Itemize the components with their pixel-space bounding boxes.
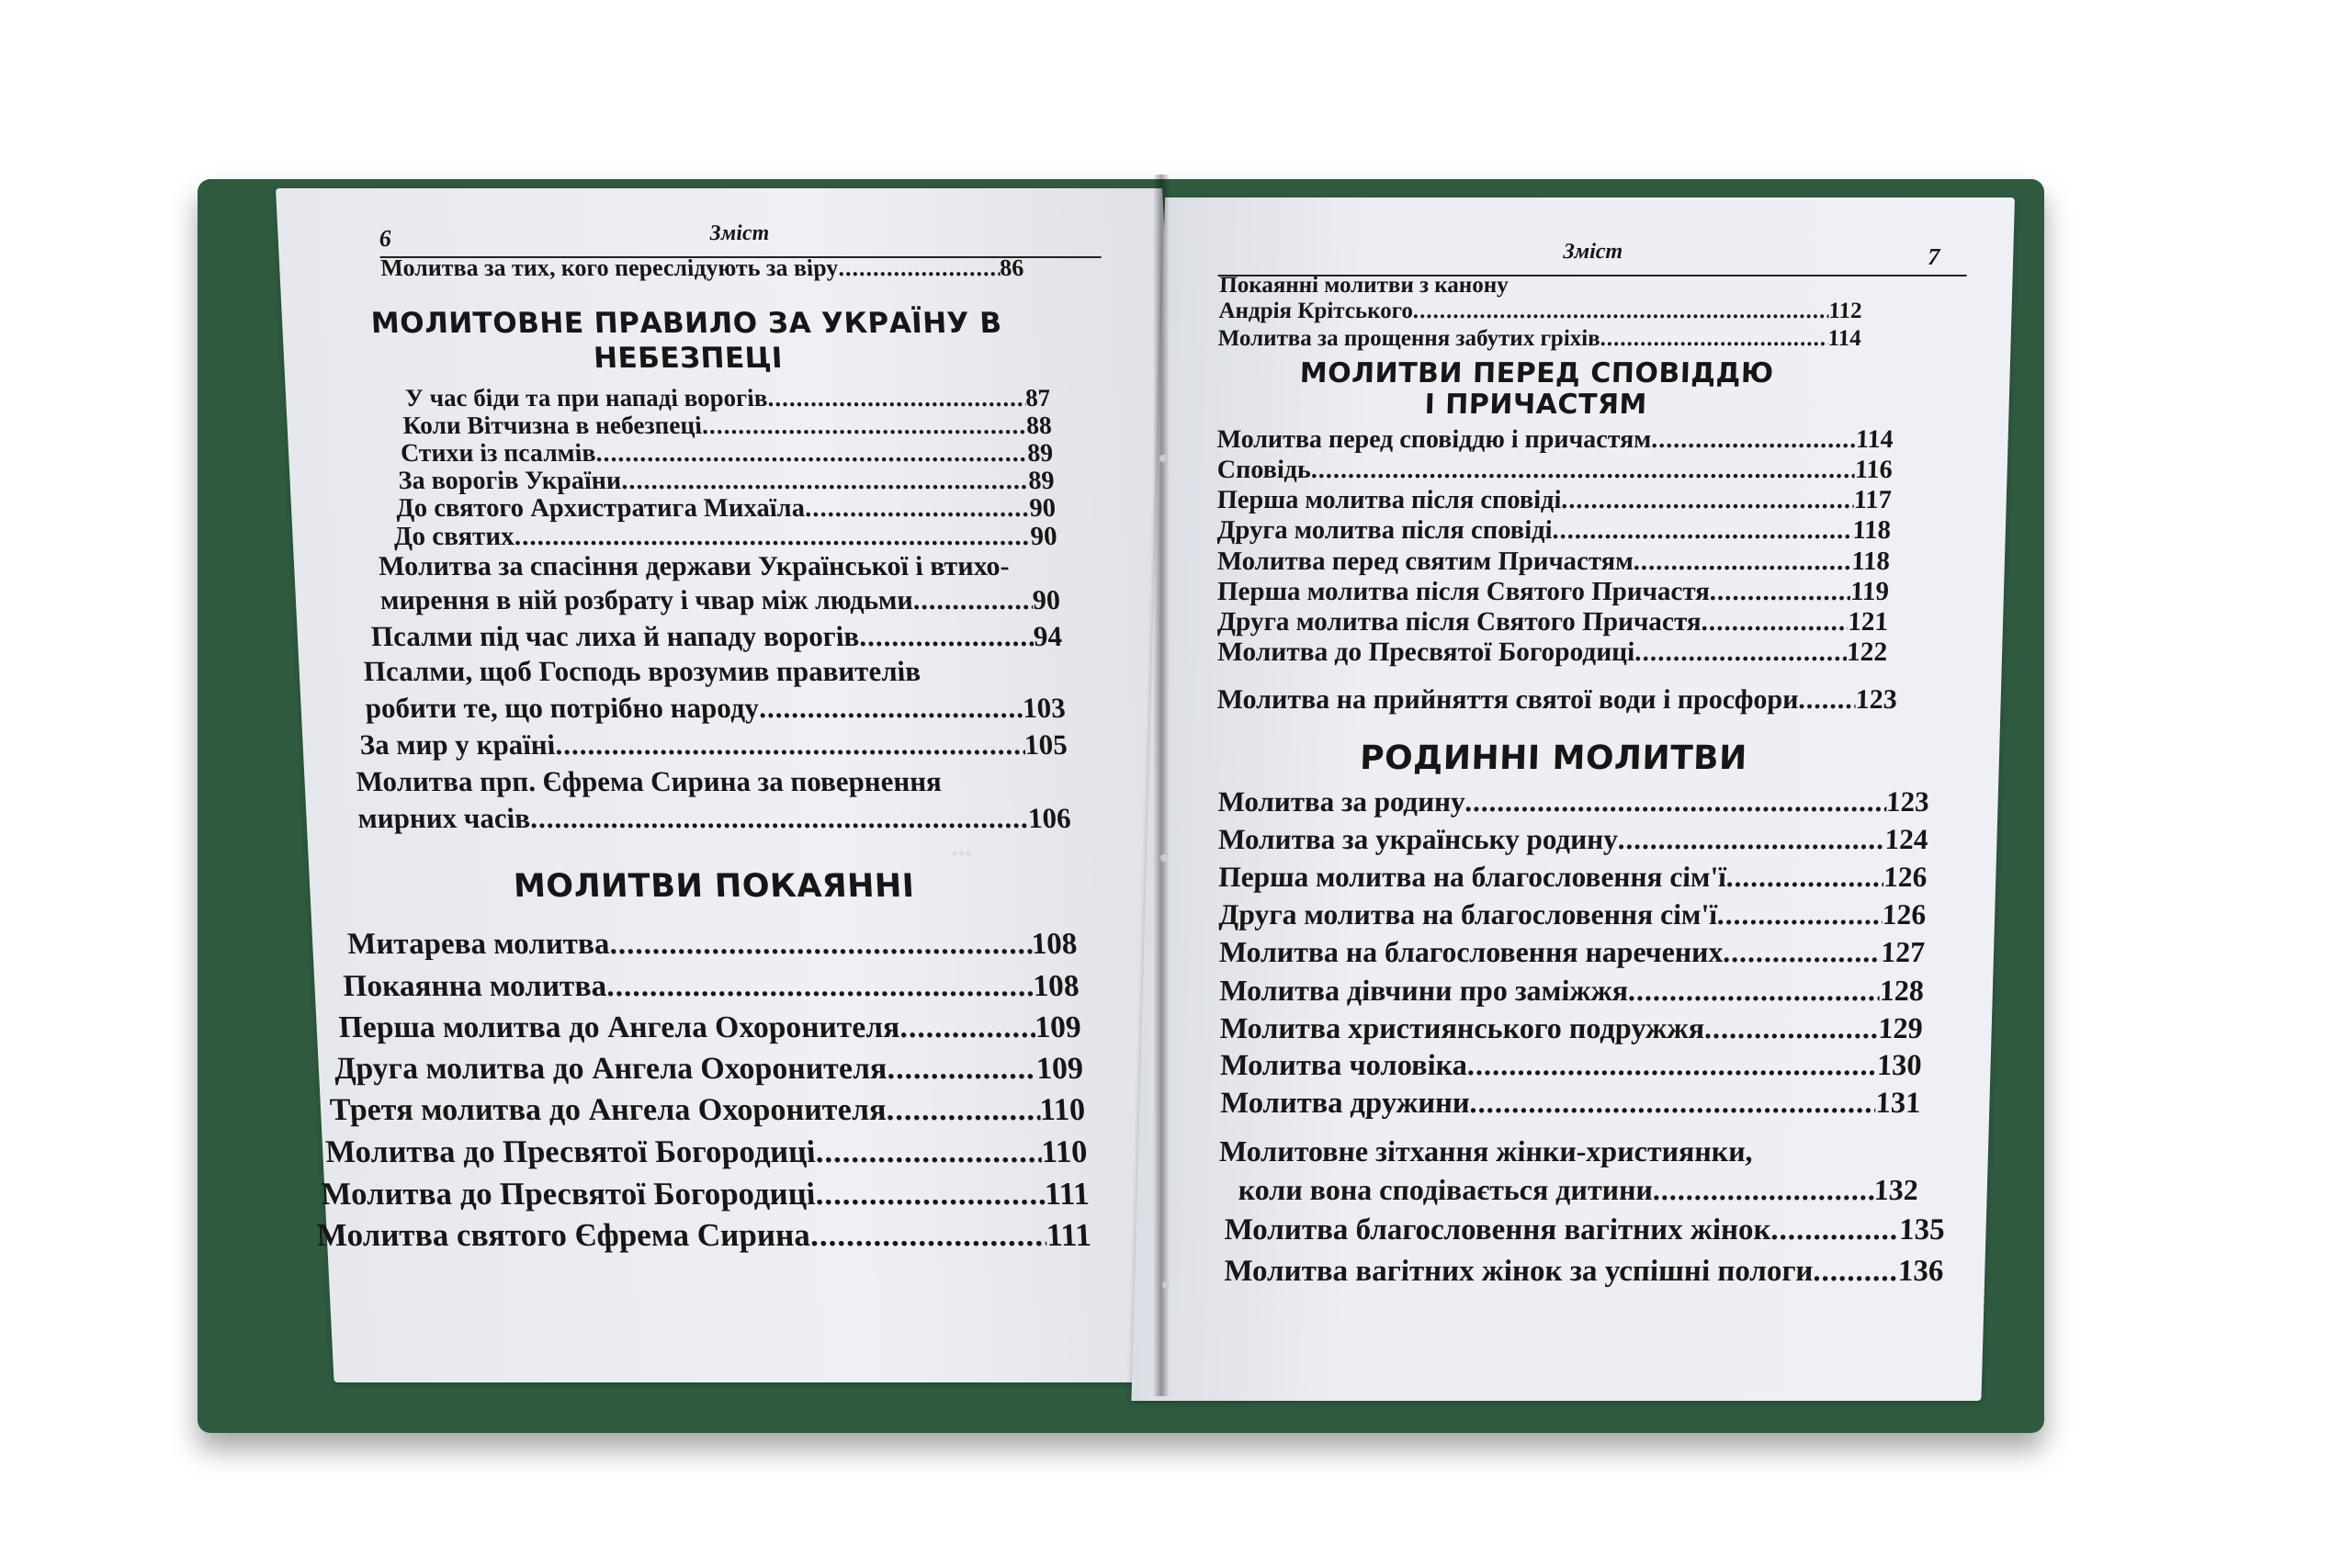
toc-entry: Покаянна молитва ..... 108: [343, 969, 1080, 1004]
toc-entry-line: Псалми, щоб Господь врозумив правителів: [362, 655, 922, 687]
toc-entry: Молитва за прощення забутих гріхів ..... 114: [1217, 326, 1861, 352]
toc-entry: Молитва благословення вагітних жінок ..... 135: [1224, 1213, 1945, 1247]
toc-entry: Молитва до Пресвятої Богородиці ..... 111: [321, 1176, 1091, 1213]
toc-entry: Друга молитва на благословення сім'ї ..... 126: [1218, 898, 1927, 931]
toc-entry: Молитва на благословення наречених ..... 127: [1219, 936, 1926, 969]
toc-entry: Митарева молитва ..... 108: [346, 928, 1078, 962]
binding-stitch: [1159, 455, 1167, 462]
toc-entry: мирних часів ..... 106: [357, 802, 1072, 835]
running-title: Зміст: [1563, 240, 1623, 264]
toc-entry: Молитва дружини ..... 131: [1220, 1087, 1921, 1121]
toc-entry: Перша молитва після Святого Причастя ..... 119: [1217, 577, 1890, 607]
toc-entry: Псалми під час лиха й нападу ворогів ..... 94: [370, 620, 1063, 653]
toc-entry: Молитва християнського подружжя ..... 129: [1219, 1011, 1923, 1045]
toc-entry: Друга молитва після Святого Причастя ..... 121: [1217, 607, 1889, 637]
toc-entry: коли вона сподівається дитини ..... 132: [1238, 1173, 1918, 1207]
toc-entry: За мир у країні ..... 105: [359, 728, 1069, 761]
toc-entry: Перша молитва на благословення сім'ї ..... 126: [1218, 861, 1928, 894]
book-spine: [1153, 175, 1170, 1396]
toc-entry: За ворогів України ..... 89: [398, 467, 1056, 496]
toc-entry: Молитва до Пресвятої Богородиці ..... 110: [324, 1134, 1088, 1170]
toc-entry: робити те, що потрібно народу ..... 103: [365, 692, 1067, 725]
toc-entry: Молитва за тих, кого переслідують за віру ..... 86: [380, 254, 1024, 282]
toc-entry: Молитва святого Єфрема Сирина ..... 111: [316, 1217, 1092, 1254]
binding-stitch: [1162, 1281, 1170, 1289]
section-heading: РОДИННІ МОЛИТВИ: [1359, 739, 1748, 777]
left-page: [276, 188, 1221, 1382]
toc-entry: Друга молитва до Ангела Охоронителя ..... 109: [334, 1052, 1084, 1087]
right-page-header: [1218, 240, 1968, 276]
toc-entry: Друга молитва після сповіді ..... 118: [1216, 516, 1891, 546]
page-number: 6: [378, 225, 392, 252]
section-heading: МОЛИТВИ ПОКАЯННІ: [513, 868, 916, 905]
toc-entry: Молитва перед святим Причастям ..... 118: [1216, 547, 1890, 577]
toc-entry-line: Молитва за спасіння держави Української і втихо-: [378, 551, 1011, 581]
toc-entry: Сповідь ..... 116: [1216, 456, 1893, 485]
toc-entry: Молитва дівчини про заміжжя ..... 128: [1219, 974, 1925, 1008]
right-page: [1131, 197, 2015, 1401]
toc-entry: Андрія Крітського ..... 112: [1218, 299, 1862, 324]
toc-entry: До святого Архистратига Михаїла ..... 90: [395, 494, 1057, 524]
toc-entry: Молитва чоловіка ..... 130: [1220, 1049, 1923, 1083]
section-heading: МОЛИТОВНЕ ПРАВИЛО ЗА УКРАЇНУ В НЕБЕЗПЕЦІ: [369, 307, 1003, 375]
page-number: 7: [1927, 243, 1940, 270]
section-heading: МОЛИТВИ ПЕРЕД СПОВІДДЮ І ПРИЧАСТЯМ: [1299, 357, 1775, 421]
toc-entry: мирення в ній розбрату і чвар між людьми ..... 90: [379, 585, 1061, 616]
toc-entry: Молитва на прийняття святої води і просфори ..... 123: [1216, 684, 1897, 716]
binding-stitch: [1160, 854, 1168, 862]
toc-entry: Третя молитва до Ангела Охоронителя ..... 110: [329, 1093, 1086, 1128]
running-title: Зміст: [708, 221, 770, 245]
toc-entry-line: Молитва прп. Єфрема Сирина за повернення: [355, 765, 943, 797]
left-page-header: [378, 221, 1102, 258]
toc-entry-line: Молитовне зітхання жінки-християнки,: [1218, 1134, 1754, 1168]
toc-entry-line: Покаянні молитви з канону: [1218, 273, 1510, 298]
toc-entry: Коли Вітчизна в небезпеці ..... 88: [402, 412, 1053, 440]
toc-entry: Молитва вагітних жінок за успішні пологи ..... 136: [1224, 1255, 1944, 1289]
toc-entry: Молитва до Пресвятої Богородиці ..... 122: [1217, 637, 1888, 668]
toc-entry: Молитва за родину ..... 123: [1217, 785, 1929, 818]
toc-entry: Молитва за українську родину ..... 124: [1217, 823, 1928, 856]
toc-entry: Стихи із псалмів ..... 89: [400, 439, 1054, 468]
toc-entry: Перша молитва після сповіді ..... 117: [1216, 486, 1892, 515]
toc-entry: У час біди та при нападі ворогів ..... 87: [404, 384, 1051, 412]
toc-entry: До святих ..... 90: [393, 522, 1058, 552]
toc-entry: Молитва перед сповіддю і причастям ..... 114: [1216, 425, 1894, 455]
bleed-through-text: ...: [950, 831, 973, 862]
toc-entry: Перша молитва до Ангела Охоронителя ..... 109: [338, 1010, 1082, 1045]
